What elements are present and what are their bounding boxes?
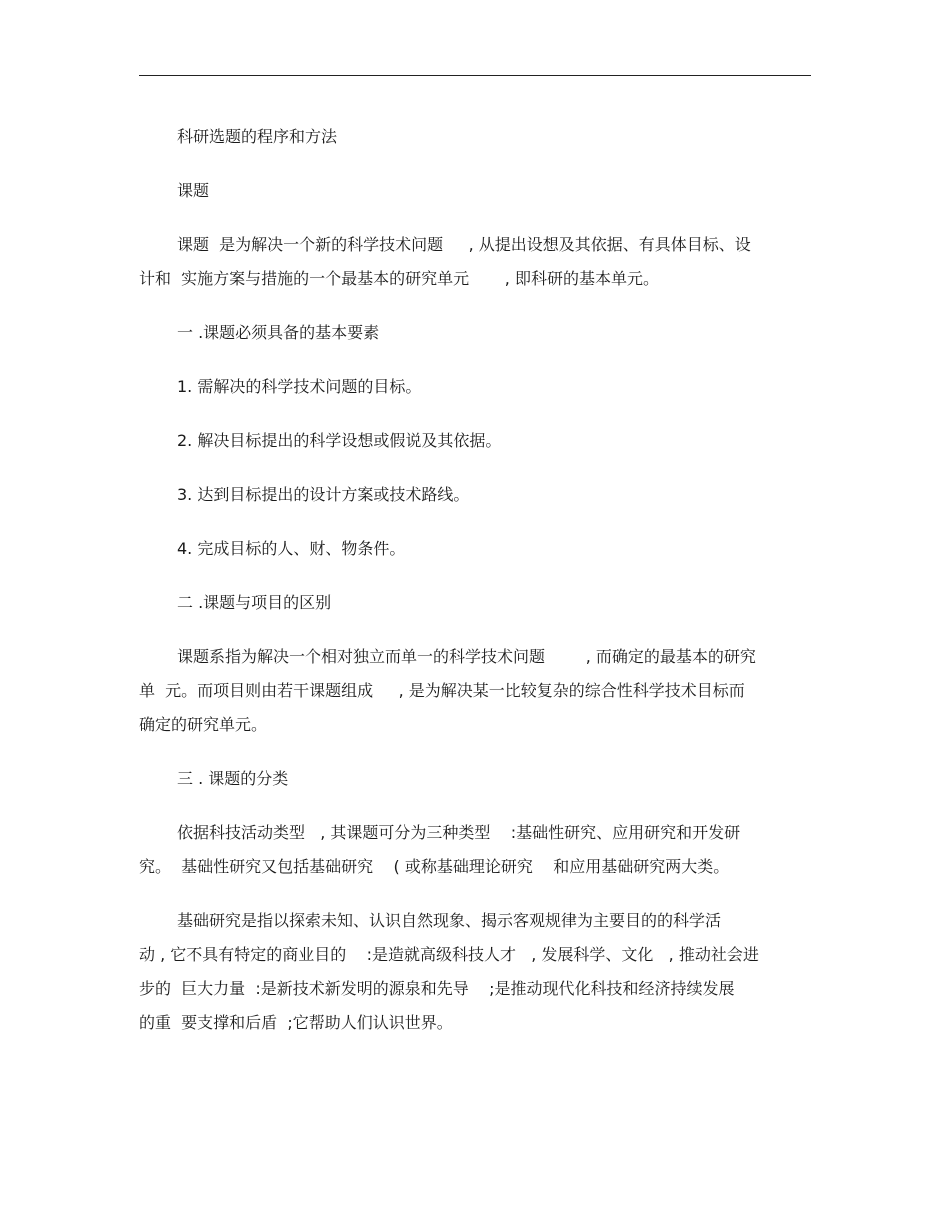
- heading-elements: 一 .课题必须具备的基本要素: [177, 323, 380, 342]
- difference-line-3: 确定的研究单元。: [139, 715, 268, 734]
- heading-classification: 三 . 课题的分类: [177, 769, 289, 788]
- basic-research-line-3: 步的 巨大力量 :是新技术新发明的源泉和先导 ;是推动现代化科技和经济持续发展: [139, 979, 735, 998]
- list-item-1: 1. 需解决的科学技术问题的目标。: [177, 377, 422, 396]
- basic-research-line-2: 动 , 它不具有特定的商业目的 :是造就高级科技人才 , 发展科学、文化 , 推动社会进: [139, 945, 759, 964]
- heading-difference: 二 .课题与项目的区别: [177, 593, 332, 612]
- classification-line-2: 究。 基础性研究又包括基础研究 ( 或称基础理论研究 和应用基础研究两大类。: [139, 857, 730, 876]
- list-item-2: 2. 解决目标提出的科学设想或假说及其依据。: [177, 431, 502, 450]
- document-body: [139, 120, 799, 1040]
- difference-line-1: 课题系指为解决一个相对独立而单一的科学技术问题 , 而确定的最基本的研究: [177, 647, 756, 666]
- difference-line-2: 单 元。而项目则由若干课题组成 , 是为解决某一比较复杂的综合性科学技术目标而: [139, 681, 745, 700]
- definition-line-2: 计和 实施方案与措施的一个最基本的研究单元 , 即科研的基本单元。: [139, 269, 659, 288]
- difference-paragraph: [139, 640, 799, 742]
- document-title: 科研选题的程序和方法: [177, 127, 338, 146]
- definition-line-1: 课题 是为解决一个新的科学技术问题 , 从提出设想及其依据、有具体目标、设: [177, 235, 751, 254]
- list-item-4: 4. 完成目标的人、财、物条件。: [177, 539, 406, 558]
- header-rule: [139, 75, 811, 76]
- definition-paragraph: [139, 228, 799, 296]
- basic-research-line-1: 基础研究是指以探索未知、认识自然现象、揭示客观规律为主要目的的科学活: [177, 911, 722, 930]
- classification-line-1: 依据科技活动类型 , 其课题可分为三种类型 :基础性研究、应用研究和开发研: [177, 823, 741, 842]
- list-item-3: 3. 达到目标提出的设计方案或技术路线。: [177, 485, 470, 504]
- section-heading-keti: 课题: [177, 181, 210, 200]
- basic-research-line-4: 的重 要支撑和后盾 ;它帮助人们认识世界。: [139, 1013, 453, 1032]
- classification-paragraph: [139, 816, 799, 884]
- basic-research-paragraph: [139, 904, 799, 1040]
